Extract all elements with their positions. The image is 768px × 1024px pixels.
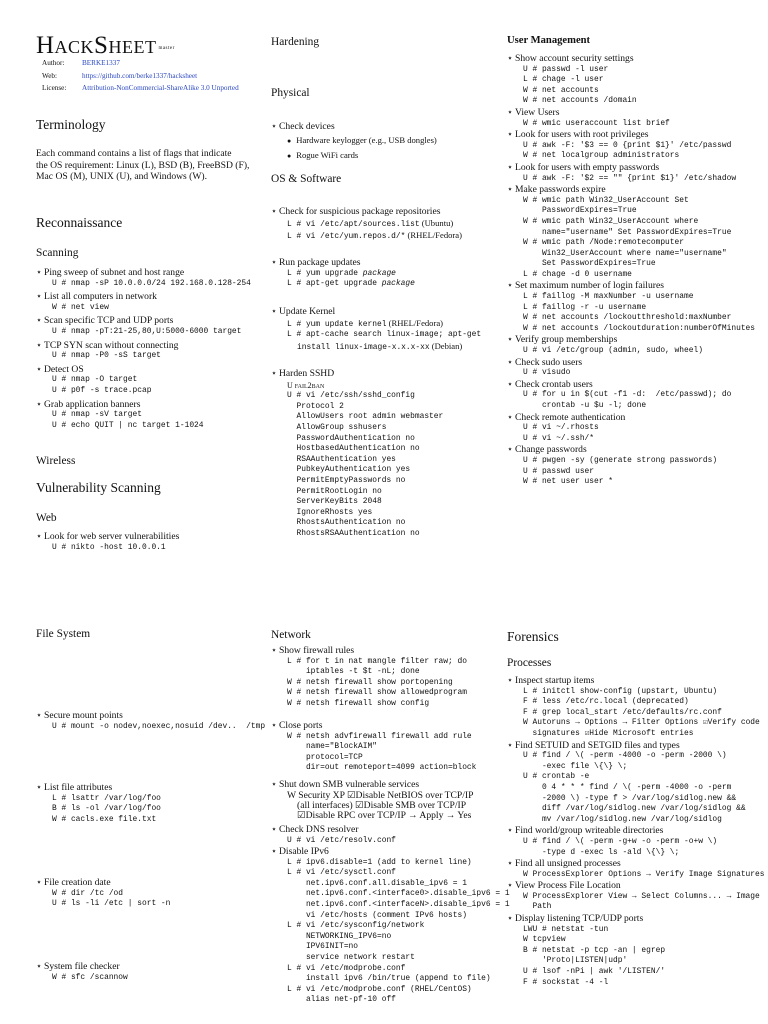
command: B # ls -ol /var/log/foo: [52, 804, 161, 814]
item-row: [36, 340, 271, 352]
list-item: [36, 399, 271, 432]
command: Set PasswordExpires=True: [523, 259, 656, 269]
item-row: [507, 913, 765, 925]
item-row: [507, 858, 765, 870]
command: W # net accounts /lockoutduration:numberOfMinutes: [523, 323, 756, 333]
item-label: Check devices: [279, 121, 335, 132]
smb-line: (all interfaces) ☑Disable SMB over TCP/IP: [297, 800, 467, 811]
star-icon: ⋆: [36, 398, 43, 410]
star-icon: ⋆: [271, 368, 278, 379]
terminology-line: Mac OS (M), UNIX (U), and Windows (W).: [36, 171, 208, 182]
star-icon: ⋆: [507, 444, 514, 456]
command: W # net accounts /lockoutthreshold:maxNumber: [523, 313, 732, 323]
user-list: [507, 53, 755, 488]
fs-date-item: [36, 877, 170, 910]
star-icon: ⋆: [507, 356, 514, 368]
command: U # crontab -e: [523, 772, 590, 782]
star-icon: ⋆: [507, 411, 514, 423]
command: U # awk -F: '$2 == "" {print $1}' /etc/shadow: [523, 173, 737, 183]
command: IgnoreRhosts yes: [287, 507, 373, 517]
command: U # mount -o nodev,noexec,nosuid /dev.. /tmp: [52, 721, 266, 731]
list-item: [36, 291, 271, 313]
command: U # vi ~/.rhosts: [523, 423, 599, 433]
command: W # wmic path /Node:remotecomputer: [523, 238, 684, 248]
star-icon: ⋆: [507, 675, 514, 686]
command: U # p0f -s trace.pcap: [52, 385, 152, 395]
star-icon: ⋆: [271, 306, 278, 317]
command: L # vi /etc/apt/sources.list: [287, 219, 420, 229]
item-row: [507, 280, 755, 292]
item-label: View Users: [515, 106, 560, 118]
firewall-commands: [271, 657, 467, 710]
item-label: Scan specific TCP and UDP ports: [44, 315, 174, 327]
command: dir=out remoteport=4099 action=block: [287, 763, 477, 773]
list-item: [507, 357, 755, 379]
command: W ProcessExplorer Options → Verify Image Signatures: [523, 869, 765, 879]
command: name="BlockAIM": [287, 742, 377, 752]
command: diff /var/log/sidlog.new /var/log/sidlog &&: [523, 804, 746, 814]
command: RhostsAuthentication no: [287, 518, 406, 528]
star-icon: ⋆: [507, 739, 514, 751]
item-label: Ping sweep of subnet and host range: [44, 267, 185, 278]
command-note: (RHEL/Fedora): [405, 230, 462, 241]
check-devices-item: [271, 121, 437, 163]
star-icon: ⋆: [507, 913, 514, 925]
item-row: [507, 825, 765, 837]
command-arg: package: [362, 268, 396, 278]
command: L # vi /etc/yum.repos.d/*: [287, 232, 406, 242]
item-label: Show account security settings: [515, 53, 634, 64]
command: net.ipv6.conf.<interfaceN>.disable_ipv6 = 1: [287, 899, 510, 909]
command: service network restart: [287, 952, 415, 962]
item-label: Check sudo users: [515, 356, 583, 368]
command: Protocol 2: [287, 401, 344, 411]
command: W # netsh advfirewall firewall add rule: [287, 731, 472, 741]
tool-name: U fail2ban: [287, 380, 325, 390]
list-item: [507, 675, 765, 740]
command: net.ipv6.conf.all.disable_ipv6 = 1: [287, 878, 467, 888]
item-row: [507, 357, 755, 369]
star-icon: ⋆: [507, 129, 514, 141]
section-reconnaissance: Reconnaissance: [36, 215, 123, 230]
terminology-line: the OS requirement: Linux (L), BSD (B), FreeBSD (F),: [36, 159, 250, 171]
star-icon: ⋆: [507, 378, 514, 390]
list-item: [507, 740, 765, 826]
command: U # find / \( -perm -g+w -o -perm -o+w \): [523, 836, 718, 846]
list-item: [507, 184, 755, 280]
command-note: (Ubuntu): [419, 217, 454, 228]
command: U # nmap -O target: [52, 375, 138, 385]
command: Path: [523, 902, 552, 912]
command: L # vi /etc/modprobe.conf (RHEL/CentOS): [287, 984, 472, 994]
command: L # faillog -M maxNumber -u username: [523, 292, 694, 302]
item-row: [507, 53, 755, 65]
command: W # net user user *: [523, 477, 613, 487]
command: protocol=TCP: [287, 752, 363, 762]
item-label: Show firewall rules: [279, 645, 355, 656]
ipv6-item: [271, 846, 510, 1006]
command: PasswordExpires=True: [523, 206, 637, 216]
command: U # find / \( -perm -4000 -o -perm -2000 \): [523, 751, 727, 761]
command: L # vi /etc/sysconfig/network: [287, 921, 425, 931]
star-icon: ⋆: [507, 880, 514, 892]
command: L # chage -l user: [523, 75, 604, 85]
item-label: Make passwords expire: [515, 184, 606, 196]
star-icon: ⋆: [507, 106, 514, 118]
star-icon: ⋆: [271, 824, 278, 835]
subsection-os-software: OS & Software: [271, 173, 342, 185]
star-icon: ⋆: [36, 291, 43, 303]
command: L # yum upgrade: [287, 268, 363, 278]
item-row: [507, 675, 765, 687]
star-icon: ⋆: [271, 206, 278, 217]
command: vi /etc/hosts (comment IPv6 hosts): [287, 910, 467, 920]
web-label: Web:: [42, 71, 57, 80]
command: 0 4 * * * find / \( -perm -4000 -o -perm: [523, 782, 732, 792]
command: B # netstat -p tcp -an | egrep: [523, 945, 666, 955]
command: U # nmap -sV target: [52, 410, 142, 420]
list-item: [36, 364, 271, 397]
bullet-icon: ●: [287, 151, 292, 160]
command: W # netsh firewall show allowedprogram: [287, 688, 467, 698]
version-badge: master: [158, 46, 175, 51]
smb-line: W Security XP ☑Disable NetBIOS over TCP/IP: [287, 789, 474, 801]
meta-block: [42, 57, 239, 95]
command: Win32_UserAccount where name="username": [523, 248, 727, 258]
command: ServerKeyBits 2048: [287, 497, 382, 507]
list-item: [507, 444, 755, 487]
item-label: File creation date: [44, 877, 111, 888]
command-note: (RHEL/Fedora): [386, 317, 444, 328]
section-forensics: Forensics: [507, 629, 559, 644]
command: U # for u in $(cut -f1 -d: /etc/passwd); do: [523, 390, 732, 400]
item-row: [507, 184, 755, 196]
command: signatures ☑Hide Microsoft entries: [523, 728, 694, 738]
firewall-item: [271, 645, 467, 710]
fs-attr-item: [36, 782, 161, 825]
command: W # wmic path Win32_UserAccount Set: [523, 195, 689, 205]
item-label: Set maximum number of login failures: [515, 280, 664, 292]
item-row: [507, 379, 755, 391]
item-label: Run package updates: [279, 257, 361, 268]
list-item: [507, 379, 755, 412]
close-ports-item: [271, 720, 476, 774]
process-list: [507, 675, 765, 988]
item-row: [36, 315, 271, 327]
command: L # faillog -r -u username: [523, 302, 647, 312]
command: AllowUsers root admin webmaster: [287, 412, 444, 422]
star-icon: ⋆: [271, 257, 278, 268]
command: U # passwd user: [523, 466, 595, 476]
item-label: Inspect startup items: [515, 675, 595, 686]
updates-item: [271, 257, 415, 290]
command: U # passwd -l user: [523, 64, 609, 74]
star-icon: ⋆: [271, 846, 278, 857]
item-label: Check for suspicious package repositories: [279, 206, 441, 217]
command: crontab -u $u -l; done: [523, 401, 647, 410]
command: L # yum update kernel: [287, 319, 387, 329]
license-link[interactable]: Attribution-NonCommercial-ShareAlike 3.0 Unported: [82, 84, 239, 92]
subsection-wireless: Wireless: [36, 455, 76, 467]
command: IPV6INIT=no: [287, 942, 359, 952]
item-label: Shut down SMB vulnerable services: [279, 779, 420, 790]
terminology-text: [36, 148, 276, 183]
item-row: [36, 291, 271, 303]
item-label: Look for web server vulnerabilities: [44, 531, 180, 542]
command: W # netsh firewall show portopening: [287, 677, 453, 687]
command: W # net accounts /domain: [523, 96, 637, 106]
command: U # ls -li /etc | sort -n: [52, 899, 171, 909]
bullet-icon: ●: [287, 136, 292, 145]
item-label: List file attributes: [44, 782, 113, 793]
item-row: [507, 162, 755, 174]
item-label: Display listening TCP/UDP ports: [515, 913, 644, 925]
ports-commands: [271, 732, 476, 774]
fs-check-item: [36, 961, 128, 983]
item-label: System file checker: [44, 961, 120, 972]
terminology-line: Each command contains a list of flags that indicate: [36, 148, 232, 159]
star-icon: ⋆: [271, 121, 278, 132]
item-label: Look for users with empty passwords: [515, 161, 660, 173]
item-label: Detect OS: [44, 363, 84, 375]
command: U # pwgen -sy (generate strong passwords): [523, 455, 718, 465]
star-icon: ⋆: [36, 782, 43, 793]
command: PubkeyAuthentication yes: [287, 465, 411, 475]
star-icon: ⋆: [36, 961, 43, 972]
command: L # ipv6.disable=1 (add to kernel line): [287, 857, 472, 867]
star-icon: ⋆: [271, 645, 278, 656]
command-note: (Debian): [429, 340, 463, 351]
command: alias net-pf-10 off: [287, 995, 396, 1005]
star-icon: ⋆: [36, 531, 43, 542]
item-label: Update Kernel: [279, 306, 336, 317]
command: mv /var/log/sidlog.new /var/log/sidlog: [523, 814, 722, 824]
command: net.ipv6.conf.<interface0>.disable_ipv6 = 1: [287, 889, 510, 899]
star-icon: ⋆: [36, 267, 43, 278]
dns-item: [271, 824, 396, 846]
command: name="username" Set PasswordExpires=True: [523, 227, 732, 237]
kernel-item: [271, 306, 481, 353]
sshd-config: [271, 391, 443, 539]
list-item: [36, 267, 271, 289]
command: L # initctl show-config (upstart, Ubuntu): [523, 686, 718, 696]
section-vulnerability-scanning: Vulnerability Scanning: [36, 480, 161, 495]
title-text: HackSheet: [36, 32, 157, 59]
command: W tcpview: [523, 935, 566, 945]
command: F # less /etc/rc.local (deprecated): [523, 697, 689, 707]
item-label: Check crontab users: [515, 378, 593, 390]
subsection-processes: Processes: [507, 657, 552, 669]
license-label: License:: [42, 84, 67, 92]
command: W ProcessExplorer View → Select Columns... → Image: [523, 891, 760, 901]
ipv6-commands: [271, 858, 510, 1006]
command: RhostsRSAAuthentication no: [287, 528, 420, 538]
item-row: [507, 740, 765, 752]
star-icon: ⋆: [507, 825, 514, 837]
command: L # vi /etc/sysctl.conf: [287, 868, 396, 878]
item-row: [507, 444, 755, 456]
author-label: Author:: [42, 59, 65, 67]
item-label: TCP SYN scan without connecting: [44, 339, 179, 351]
subsection-physical: Physical: [271, 87, 310, 99]
bullet-text: Hardware keylogger (e.g., USB dongles): [296, 134, 437, 145]
list-item: [507, 280, 755, 334]
section-terminology: Terminology: [36, 117, 106, 132]
item-label: Find all unsigned processes: [515, 858, 621, 870]
list-item: [507, 858, 765, 880]
star-icon: ⋆: [36, 315, 43, 327]
list-item: [507, 880, 765, 913]
item-row: [507, 880, 765, 892]
command: install ipv6 /bin/true (append to file): [287, 974, 491, 984]
command: U # awk -F: '$3 == 0 {print $1}' /etc/passwd: [523, 140, 732, 150]
command: U # vi /etc/resolv.conf: [287, 835, 396, 845]
command: U # vi /etc/group (admin, sudo, wheel): [523, 346, 703, 356]
item-row: [507, 334, 755, 346]
item-label: Disable IPv6: [279, 846, 329, 857]
command: PermitRootLogin no: [287, 486, 382, 496]
fs-mount-item: [36, 710, 265, 732]
command: -type d -exec ls -ald \{\} \;: [523, 847, 680, 857]
list-item: [507, 107, 755, 129]
command: NETWORKING_IPV6=no: [287, 931, 392, 941]
command: -exec file \{\} \;: [523, 761, 628, 771]
list-item: [36, 340, 271, 362]
section-hardening: Hardening: [271, 36, 320, 48]
item-row: [36, 267, 271, 279]
command-arg: package: [381, 279, 415, 289]
subsection-network: Network: [271, 629, 311, 641]
star-icon: ⋆: [507, 53, 514, 64]
item-row: [507, 412, 755, 424]
command: W Autoruns → Options → Filter Options ☑Verify code: [523, 718, 760, 728]
repo-item: [271, 206, 462, 243]
command: 'Proto|LISTEN|udp': [523, 956, 628, 966]
star-icon: ⋆: [271, 720, 278, 731]
item-label: Grab application banners: [44, 398, 141, 410]
command: W # net accounts: [523, 85, 599, 95]
star-icon: ⋆: [36, 710, 43, 721]
smb-line: ☑Disable RPC over TCP/IP → Apply → Yes: [297, 810, 472, 822]
list-item: [507, 53, 755, 107]
list-item: [507, 412, 755, 445]
command: W # wmic path Win32_UserAccount where: [523, 216, 699, 226]
list-item: [507, 129, 755, 162]
command: AllowGroup sshusers: [287, 422, 387, 432]
section-user-management: User Management: [507, 35, 591, 46]
item-label: Close ports: [279, 720, 323, 731]
item-label: Find SETUID and SETGID files and types: [515, 739, 680, 751]
command: U # lsof -nPi | awk '/LISTEN/': [523, 967, 666, 977]
star-icon: ⋆: [507, 858, 514, 870]
list-item: [36, 315, 271, 337]
command: W # net view: [52, 302, 109, 312]
command: L # lsattr /var/log/foo: [52, 793, 161, 803]
command: W # dir /tc /od: [52, 888, 124, 898]
command: L # apt-get upgrade: [287, 279, 382, 289]
list-item: [507, 334, 755, 356]
command: W # sfc /scannow: [52, 972, 128, 982]
star-icon: ⋆: [507, 280, 514, 292]
command: L # vi /etc/modprobe.conf: [287, 963, 406, 973]
sshd-item: [271, 368, 443, 540]
command: L # for t in nat mangle filter raw; do: [287, 656, 467, 666]
star-icon: ⋆: [507, 334, 514, 346]
smb-item: [271, 779, 473, 822]
command: PermitEmptyPasswords no: [287, 475, 406, 485]
item-label: Change passwords: [515, 444, 587, 456]
item-row: [36, 364, 271, 376]
list-item: [507, 913, 765, 988]
list-item: [507, 825, 765, 858]
item-label: List all computers in network: [44, 291, 157, 303]
command: U # visudo: [523, 368, 571, 378]
star-icon: ⋆: [507, 184, 514, 196]
command: U # echo QUIT | nc target 1-1024: [52, 420, 204, 430]
scan-list: [36, 267, 271, 433]
subsection-file-system: File System: [36, 628, 91, 640]
command: F # grep local_start /etc/defaults/rc.conf: [523, 707, 722, 717]
command: install linux-image-x.x.x-xx: [297, 342, 430, 352]
command: -2000 \) -type f > /var/log/sidlog.new &&: [523, 793, 737, 803]
star-icon: ⋆: [271, 779, 278, 790]
star-icon: ⋆: [36, 877, 43, 888]
star-icon: ⋆: [36, 339, 43, 351]
star-icon: ⋆: [507, 161, 514, 173]
command: W # net localgroup administrators: [523, 151, 680, 161]
command: HostbasedAuthentication no: [287, 444, 420, 454]
command: L # apt-cache search linux-image; apt-get: [287, 330, 482, 340]
item-label: Harden SSHD: [279, 368, 335, 379]
item-row: [507, 129, 755, 141]
command: U # nmap -P0 -sS target: [52, 351, 161, 361]
author-link[interactable]: BERKE1337: [82, 59, 120, 67]
item-label: Look for users with root privileges: [515, 129, 649, 141]
item-row: [507, 107, 755, 119]
page-title: [36, 32, 175, 60]
item-label: Secure mount points: [44, 710, 123, 721]
command: RSAAuthentication yes: [287, 454, 396, 464]
command: W # wmic useraccount list brief: [523, 118, 670, 128]
command: U # nmap -pT:21-25,80,U:5000-6000 target: [52, 326, 242, 336]
item-label: Find world/group writeable directories: [515, 825, 664, 837]
web-item: [36, 531, 179, 553]
subsection-scanning: Scanning: [36, 247, 79, 259]
command: U # vi /etc/ssh/sshd_config: [287, 391, 415, 401]
command: F # sockstat -4 -l: [523, 977, 609, 987]
item-label: Check remote authentication: [515, 411, 626, 423]
command: U # vi ~/.ssh/*: [523, 433, 595, 443]
command: PasswordAuthentication no: [287, 433, 415, 443]
item-label: View Process File Location: [515, 880, 621, 892]
command: W # cacls.exe file.txt: [52, 814, 157, 824]
star-icon: ⋆: [36, 363, 43, 375]
item-label: Verify group memberships: [515, 334, 618, 346]
item-row: [36, 399, 271, 411]
command: W # netsh firewall show config: [287, 698, 430, 708]
command: U # nmap -sP 10.0.0.0/24 192.168.0.128-254: [52, 278, 251, 288]
bullet-text: Rogue WiFi cards: [296, 149, 359, 160]
web-link[interactable]: https://github.com/berke1337/hacksheet: [82, 71, 198, 80]
item-label: Check DNS resolver: [279, 824, 359, 835]
list-item: [507, 162, 755, 184]
command: LWU # netstat -tun: [523, 924, 609, 934]
command: iptables -t $t -nL; done: [287, 667, 420, 677]
subsection-web: Web: [36, 512, 57, 524]
command: U # nikto -host 10.0.0.1: [52, 542, 166, 552]
command: L # chage -d 0 username: [523, 269, 632, 279]
